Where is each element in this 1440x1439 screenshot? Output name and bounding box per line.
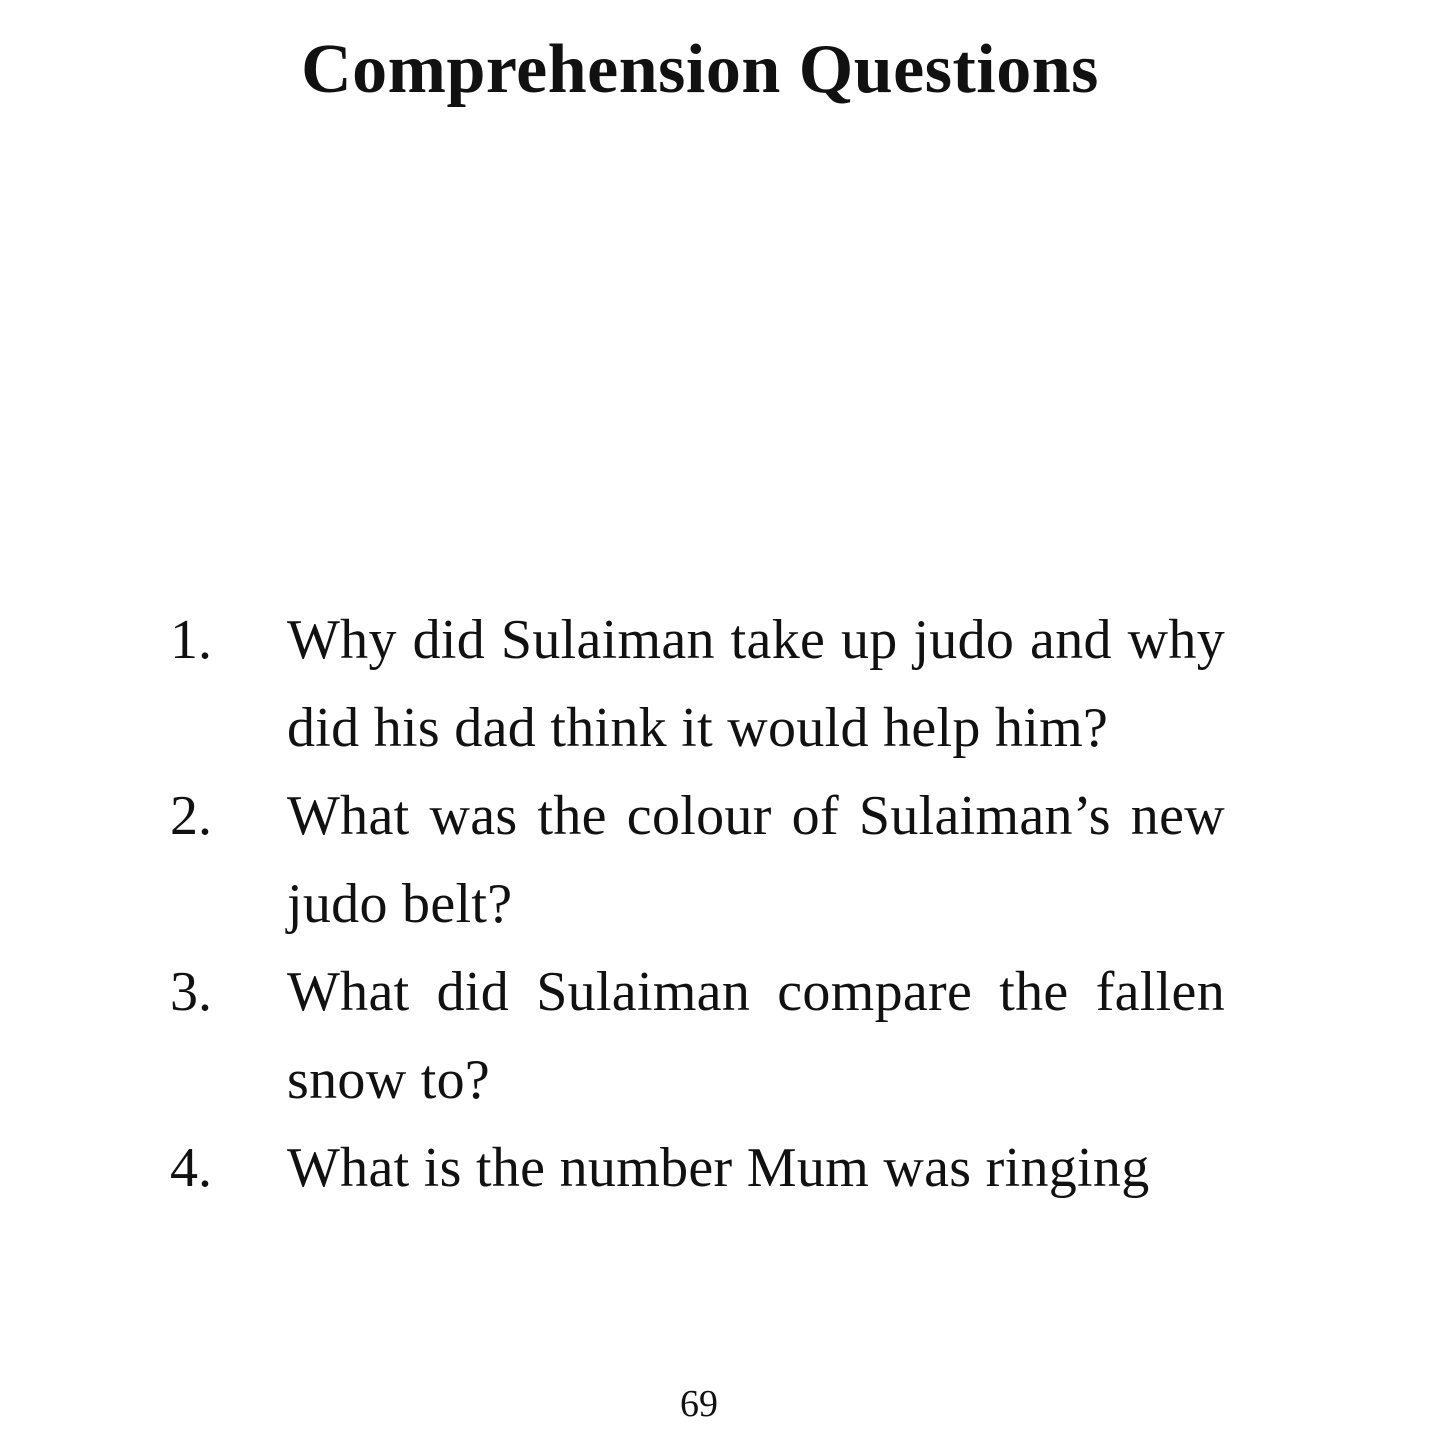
question-number: 4. (170, 1137, 212, 1199)
question-item-2 (170, 772, 1225, 948)
question-text: What was the colour of Sulaiman’s new judo belt? (287, 785, 1225, 935)
question-item-3 (170, 948, 1225, 1124)
question-text: Why did Sulaiman take up judo and why did his dad think it would help him? (287, 609, 1225, 759)
question-item-1 (170, 596, 1225, 772)
question-number: 2. (170, 785, 212, 847)
question-text: What did Sulaiman compare the fallen snow to? (287, 961, 1225, 1111)
page-number: 69 (680, 1383, 718, 1425)
question-number: 3. (170, 961, 212, 1023)
question-number: 1. (170, 609, 212, 671)
page-title: Comprehension Questions (301, 31, 1099, 108)
question-item-4 (170, 1124, 1225, 1212)
question-text: What is the number Mum was ringing (287, 1137, 1150, 1199)
question-list (170, 596, 1225, 1212)
